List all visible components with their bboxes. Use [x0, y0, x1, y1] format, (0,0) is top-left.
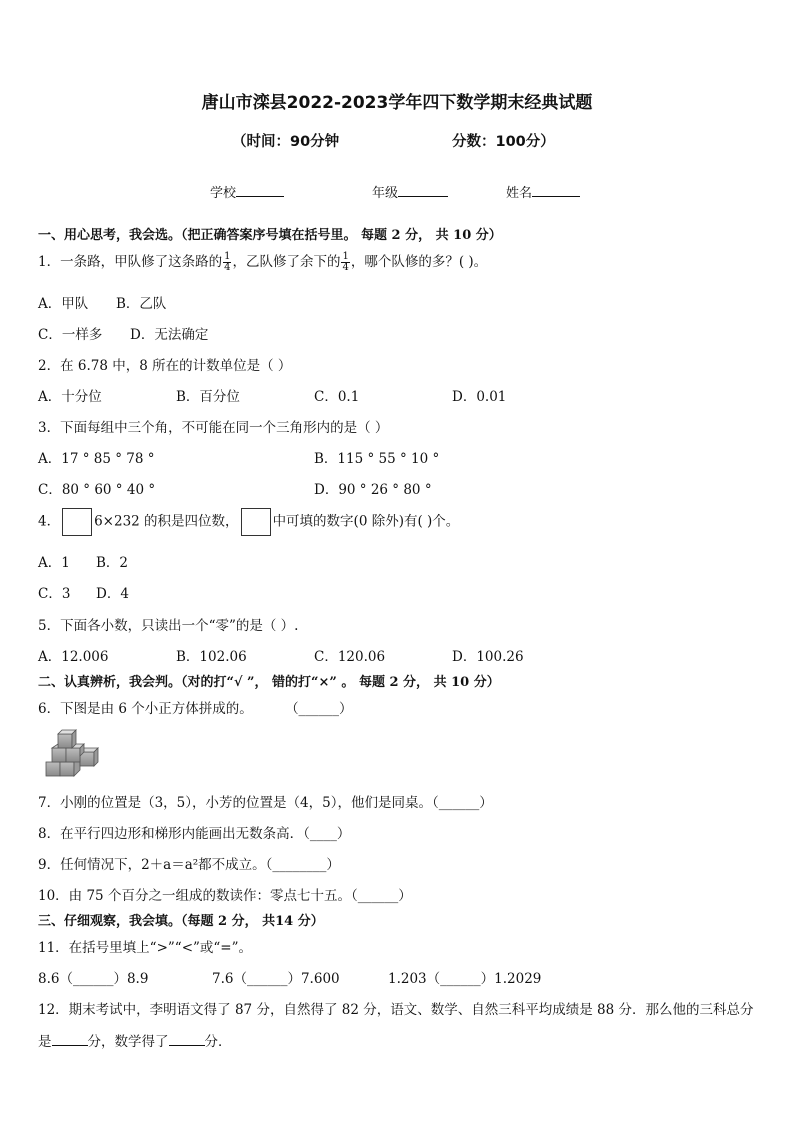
- section-1-heading: 一、用心思考，我会选。（把正确答案序号填在括号里。 每题 2 分， 共 10 分）: [38, 228, 502, 243]
- question-4: [38, 508, 459, 536]
- question-9: 9．任何情况下，2＋a＝a²都不成立。（________）: [38, 857, 340, 873]
- q12-text-c: 分．: [204, 1034, 232, 1050]
- school-label: 学校: [210, 186, 237, 201]
- answer-box: [62, 508, 92, 536]
- question-10: 10．由 75 个百分之一组成的数读作：零点七十五。（______）: [38, 888, 412, 904]
- q3-option-a: A．17 ° 85 ° 78 °: [38, 451, 155, 467]
- frac-num: 1: [224, 251, 231, 262]
- q5-option-a: A．12.006: [38, 649, 109, 665]
- q4-text-c: 中可填的数字(0 除外)有( )个。: [272, 513, 460, 530]
- frac-den: 4: [342, 262, 349, 273]
- question-12-line-2: [38, 1030, 232, 1050]
- q1-option-c: C．一样多: [38, 327, 103, 343]
- fraction-2: [341, 252, 349, 273]
- q4-option-c: C．3: [38, 586, 71, 602]
- q1-option-d: D．无法确定: [130, 327, 209, 343]
- q5-option-d: D．100.26: [452, 649, 524, 665]
- q3-option-d: D．90 ° 26 ° 80 °: [314, 482, 432, 498]
- q5-option-c: C．120.06: [314, 649, 386, 665]
- name-label: 姓名: [506, 186, 533, 201]
- q2-option-a: A．十分位: [38, 389, 102, 405]
- q3-option-c: C．80 ° 60 ° 40 °: [38, 482, 156, 498]
- q12-text-a: 是: [38, 1034, 52, 1050]
- cubes-figure: [42, 724, 100, 780]
- q2-option-b: B．百分位: [176, 389, 240, 405]
- answer-box: [241, 508, 271, 536]
- q2-option-c: C．0.1: [314, 389, 360, 405]
- q12-text-b: 分，数学得了: [87, 1034, 169, 1050]
- grade-field: [372, 182, 448, 201]
- q1-option-a: A．甲队: [38, 296, 89, 312]
- question-3: 3．下面每组中三个角，不可能在同一个三角形内的是（ ）: [38, 420, 389, 436]
- q11-part-3: 1.203（______）1.2029: [388, 971, 542, 987]
- question-8: 8．在平行四边形和梯形内能画出无数条高．（____）: [38, 826, 351, 842]
- q4-text-b: 6×232 的积是四位数，: [94, 513, 239, 530]
- frac-num: 1: [342, 251, 349, 262]
- fraction-1: [223, 252, 231, 273]
- q2-option-d: D．0.01: [452, 389, 507, 405]
- question-7: 7．小刚的位置是（3，5），小芳的位置是（4，5），他们是同桌。（______）: [38, 795, 493, 811]
- q4-option-b: B．2: [96, 555, 129, 571]
- question-5: 5．下面各小数，只读出一个“零”的是（ ）.: [38, 618, 299, 634]
- name-field: [506, 182, 580, 201]
- q3-option-b: B．115 ° 55 ° 10 °: [314, 451, 440, 467]
- frac-den: 4: [224, 262, 231, 273]
- q1-text-b: ，乙队修了余下的: [232, 254, 341, 270]
- school-field: [210, 182, 284, 201]
- q6-text: 6．下图是由 6 个小正方体拼成的。: [38, 701, 253, 717]
- exam-title: 唐山市滦县2022-2023学年四下数学期末经典试题: [201, 93, 593, 113]
- section-3-heading: 三、仔细观察，我会填。（每题 2 分， 共14 分）: [38, 914, 324, 929]
- q1-option-b: B．乙队: [116, 296, 167, 312]
- q4-option-d: D．4: [96, 586, 129, 602]
- q4-option-a: A．1: [38, 555, 70, 571]
- question-2: 2．在 6.78 中，8 所在的计数单位是（ ）: [38, 358, 292, 374]
- exam-time: （时间：90分钟: [232, 134, 340, 150]
- q5-option-b: B．102.06: [176, 649, 247, 665]
- question-6: [38, 697, 353, 717]
- q1-text-c: ，哪个队修的多？( )。: [350, 254, 488, 270]
- question-12-line-1: 12．期末考试中，李明语文得了 87 分，自然得了 82 分，语文、数学、自然三科平均成绩是 88 分．那么他的三科总分: [38, 1002, 754, 1018]
- q1-text-a: 1．一条路，甲队修了这条路的: [38, 254, 223, 270]
- exam-score: 分数：100分）: [452, 134, 555, 150]
- question-11: 11．在括号里填上“>”“<”或“=”。: [38, 940, 253, 956]
- section-2-heading: 二、认真辨析，我会判。（对的打“√ ”， 错的打“×” 。 每题 2 分， 共 10 分）: [38, 675, 500, 690]
- grade-label: 年级: [372, 186, 399, 201]
- q11-part-1: 8.6（______）8.9: [38, 971, 149, 987]
- q4-text-a: 4．: [38, 513, 61, 530]
- question-1: [38, 250, 487, 273]
- q11-part-2: 7.6（______）7.600: [212, 971, 340, 987]
- q6-paren: （______）: [285, 701, 353, 717]
